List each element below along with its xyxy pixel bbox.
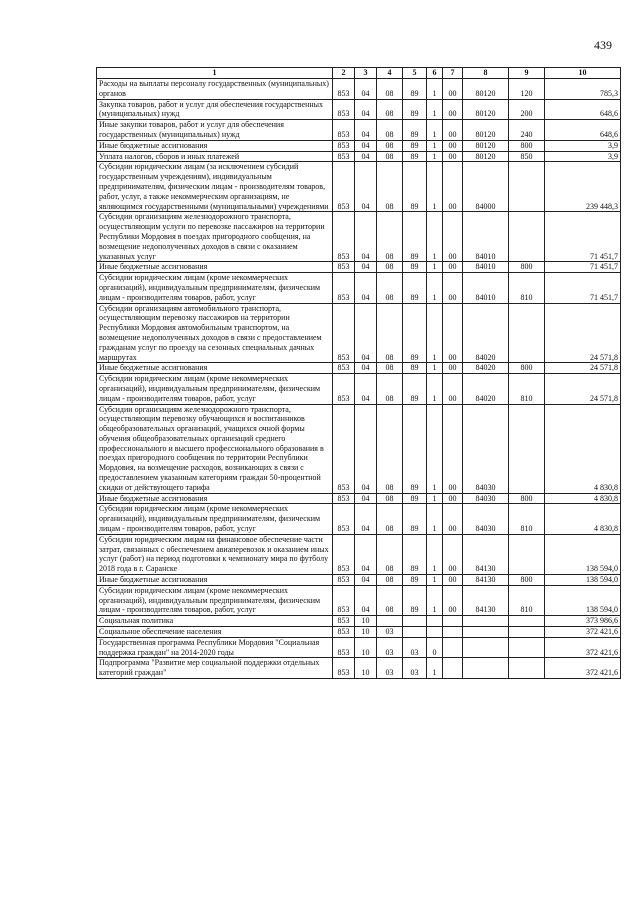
amount: 24 571,8: [545, 363, 621, 374]
expense-type-code: [509, 658, 545, 679]
row-description: Субсидии юридическим лицам (за исключением субсидий государственным учреждениям), индивидуальным предпринимателям, физическим лицам - производителям товаров, работ, услуг, а также некоммерческим организациям, не являющимся государственными (муниципальными) учреждениями: [97, 162, 333, 212]
expense-code: 84010: [463, 262, 509, 273]
department-code: 853: [333, 273, 355, 303]
expense-type-code: [509, 303, 545, 363]
expense-code: 84130: [463, 534, 509, 574]
row-description: Закупка товаров, работ и услуг для обеспечения государственных (муниципальных) нужд: [97, 99, 333, 120]
direction-code: 00: [443, 404, 463, 493]
program-code: 89: [403, 575, 427, 586]
subprogram-code: 1: [427, 363, 443, 374]
table-row: [97, 627, 621, 638]
expense-code: 80120: [463, 79, 509, 100]
direction-code: 00: [443, 534, 463, 574]
subsection-code: 08: [377, 162, 403, 212]
direction-code: [443, 658, 463, 679]
amount: 3,9: [545, 151, 621, 162]
table-row: [97, 404, 621, 493]
department-code: 853: [333, 637, 355, 658]
expense-type-code: 800: [509, 363, 545, 374]
subprogram-code: 1: [427, 493, 443, 504]
table-body: [97, 79, 621, 679]
department-code: 853: [333, 140, 355, 151]
amount: 71 451,7: [545, 273, 621, 303]
column-header: 8: [463, 68, 509, 79]
table-row: [97, 79, 621, 100]
direction-code: [443, 637, 463, 658]
expense-code: [463, 658, 509, 679]
direction-code: 00: [443, 504, 463, 534]
program-code: 89: [403, 99, 427, 120]
section-code: 04: [355, 120, 377, 141]
amount: 4 830,8: [545, 504, 621, 534]
direction-code: 00: [443, 120, 463, 141]
expense-code: 84030: [463, 504, 509, 534]
subsection-code: 08: [377, 212, 403, 262]
subprogram-code: 1: [427, 658, 443, 679]
subsection-code: 08: [377, 140, 403, 151]
expense-code: 84000: [463, 162, 509, 212]
row-description: Субсидии организациям железнодорожного транспорта, осуществляющим перевозку обучающихся и воспитанников общеобразовательных организаций, учащихся очной формы обучения общеобразовательных организаций среднего профессионального и высшего профессионального образования в поездах пригородного сообщения по территории Республики Мордовия, на возмещение расходов, возникающих в связи с предоставлением указанным категориям граждан 50-процентной скидки от действующего тарифа: [97, 404, 333, 493]
subsection-code: 08: [377, 534, 403, 574]
department-code: 853: [333, 120, 355, 141]
column-header: 5: [403, 68, 427, 79]
expense-code: 84010: [463, 273, 509, 303]
subsection-code: 08: [377, 262, 403, 273]
row-description: Субсидии юридическим лицам (кроме некоммерческих организаций), индивидуальным предпринимателям, физическим лицам - производителям товаров, работ, услуг: [97, 585, 333, 615]
row-description: Субсидии юридическим лицам на финансовое обеспечение части затрат, связанных с обеспечением авиаперевозок и оказанием иных услуг (работ) на период подготовки к чемпионату мира по футболу 2018 года в г. Саранске: [97, 534, 333, 574]
subprogram-code: 1: [427, 99, 443, 120]
expense-type-code: 810: [509, 374, 545, 404]
expense-code: 84010: [463, 212, 509, 262]
subprogram-code: 1: [427, 303, 443, 363]
expense-type-code: 240: [509, 120, 545, 141]
department-code: 853: [333, 262, 355, 273]
department-code: 853: [333, 99, 355, 120]
amount: 239 448,3: [545, 162, 621, 212]
expense-code: [463, 637, 509, 658]
section-code: 04: [355, 404, 377, 493]
program-code: 89: [403, 363, 427, 374]
department-code: 853: [333, 585, 355, 615]
subsection-code: 08: [377, 79, 403, 100]
subsection-code: 08: [377, 374, 403, 404]
program-code: 89: [403, 79, 427, 100]
column-header: 4: [377, 68, 403, 79]
row-description: Субсидии юридическим лицам (кроме некоммерческих организаций), индивидуальным предпринимателям, физическим лицам - производителям товаров, работ, услуг: [97, 273, 333, 303]
section-code: 04: [355, 493, 377, 504]
department-code: 853: [333, 79, 355, 100]
subprogram-code: 0: [427, 637, 443, 658]
subsection-code: 08: [377, 404, 403, 493]
table-row: [97, 658, 621, 679]
expense-code: 80120: [463, 140, 509, 151]
page-number: 439: [594, 38, 612, 52]
expense-type-code: 800: [509, 575, 545, 586]
amount: 372 421,6: [545, 658, 621, 679]
expense-type-code: [509, 162, 545, 212]
section-code: 04: [355, 140, 377, 151]
direction-code: 00: [443, 162, 463, 212]
expense-code: 84020: [463, 363, 509, 374]
subsection-code: 08: [377, 585, 403, 615]
department-code: 853: [333, 493, 355, 504]
column-header: 2: [333, 68, 355, 79]
amount: 372 421,6: [545, 627, 621, 638]
table-row: [97, 262, 621, 273]
subsection-code: 08: [377, 151, 403, 162]
program-code: 89: [403, 273, 427, 303]
subprogram-code: 1: [427, 162, 443, 212]
row-description: Иные бюджетные ассигнования: [97, 140, 333, 151]
amount: 648,6: [545, 99, 621, 120]
section-code: 04: [355, 575, 377, 586]
section-code: 04: [355, 374, 377, 404]
section-code: 10: [355, 637, 377, 658]
subprogram-code: 1: [427, 262, 443, 273]
program-code: 89: [403, 493, 427, 504]
amount: 372 421,6: [545, 637, 621, 658]
amount: 3,9: [545, 140, 621, 151]
subsection-code: 08: [377, 120, 403, 141]
program-code: 89: [403, 404, 427, 493]
direction-code: 00: [443, 585, 463, 615]
section-code: 04: [355, 504, 377, 534]
expense-type-code: [509, 212, 545, 262]
subprogram-code: 1: [427, 404, 443, 493]
row-description: Подпрограмма "Развитие мер социальной поддержки отдельных категорий граждан": [97, 658, 333, 679]
subprogram-code: 1: [427, 120, 443, 141]
expense-type-code: 120: [509, 79, 545, 100]
subsection-code: [377, 616, 403, 627]
program-code: 89: [403, 374, 427, 404]
department-code: 853: [333, 162, 355, 212]
expense-type-code: 800: [509, 140, 545, 151]
section-code: 04: [355, 303, 377, 363]
table-row: [97, 273, 621, 303]
row-description: Иные бюджетные ассигнования: [97, 262, 333, 273]
row-description: Субсидии организациям автомобильного транспорта, осуществляющим перевозку пассажиров на территории Республики Мордовия автомобильным транспортом, на возмещение недополученных доходов в связи с предоставлением гражданам услуг по проезду на сезонных специальных дачных маршрутах: [97, 303, 333, 363]
expense-type-code: 200: [509, 99, 545, 120]
expense-type-code: [509, 534, 545, 574]
amount: 138 594,0: [545, 585, 621, 615]
column-header: 3: [355, 68, 377, 79]
department-code: 853: [333, 616, 355, 627]
expense-code: [463, 616, 509, 627]
department-code: 853: [333, 303, 355, 363]
subprogram-code: 1: [427, 504, 443, 534]
table-row: [97, 212, 621, 262]
expense-code: 84030: [463, 404, 509, 493]
expense-code: 80120: [463, 151, 509, 162]
section-code: 04: [355, 99, 377, 120]
direction-code: 00: [443, 303, 463, 363]
direction-code: 00: [443, 151, 463, 162]
direction-code: [443, 616, 463, 627]
section-code: 04: [355, 151, 377, 162]
expense-code: 84020: [463, 303, 509, 363]
expense-code: 80120: [463, 99, 509, 120]
table-row: [97, 162, 621, 212]
table-row: [97, 374, 621, 404]
table-row: [97, 99, 621, 120]
subprogram-code: [427, 627, 443, 638]
section-code: 04: [355, 363, 377, 374]
amount: 373 986,6: [545, 616, 621, 627]
table-row: [97, 120, 621, 141]
section-code: 04: [355, 534, 377, 574]
column-header: 7: [443, 68, 463, 79]
table-row: [97, 151, 621, 162]
section-code: 04: [355, 79, 377, 100]
program-code: 89: [403, 262, 427, 273]
program-code: 89: [403, 162, 427, 212]
row-description: Субсидии организациям железнодорожного транспорта, осуществляющим услуги по перевозке пассажиров на территории Республики Мордовия в поездах пригородного сообщения, на возмещение недополученных доходов в связи с оказанием указанных услуг: [97, 212, 333, 262]
row-description: Иные бюджетные ассигнования: [97, 575, 333, 586]
program-code: 89: [403, 120, 427, 141]
row-description: Государственная программа Республики Мордовия "Социальная поддержка граждан" на 2014-2020 годы: [97, 637, 333, 658]
expense-type-code: [509, 637, 545, 658]
section-code: 10: [355, 627, 377, 638]
expense-code: 84030: [463, 493, 509, 504]
section-code: 10: [355, 616, 377, 627]
subprogram-code: 1: [427, 534, 443, 574]
program-code: 89: [403, 534, 427, 574]
section-code: 04: [355, 585, 377, 615]
program-code: 89: [403, 504, 427, 534]
section-code: 10: [355, 658, 377, 679]
subsection-code: 03: [377, 637, 403, 658]
subprogram-code: 1: [427, 151, 443, 162]
expense-type-code: 800: [509, 493, 545, 504]
direction-code: 00: [443, 273, 463, 303]
program-code: 89: [403, 212, 427, 262]
department-code: 853: [333, 404, 355, 493]
subsection-code: 08: [377, 99, 403, 120]
department-code: 853: [333, 374, 355, 404]
expense-type-code: 810: [509, 585, 545, 615]
section-code: 04: [355, 262, 377, 273]
direction-code: 00: [443, 363, 463, 374]
column-header: 10: [545, 68, 621, 79]
row-description: Социальная политика: [97, 616, 333, 627]
direction-code: 00: [443, 212, 463, 262]
table-row: [97, 140, 621, 151]
expense-code: 80120: [463, 120, 509, 141]
direction-code: 00: [443, 575, 463, 586]
direction-code: 00: [443, 374, 463, 404]
section-code: 04: [355, 212, 377, 262]
program-code: 03: [403, 658, 427, 679]
amount: 24 571,8: [545, 303, 621, 363]
table-row: [97, 616, 621, 627]
direction-code: 00: [443, 493, 463, 504]
section-code: 04: [355, 273, 377, 303]
column-header: 1: [97, 68, 333, 79]
budget-table: [96, 67, 621, 679]
subsection-code: 08: [377, 273, 403, 303]
table-row: [97, 363, 621, 374]
column-header: 9: [509, 68, 545, 79]
expense-code: 84130: [463, 575, 509, 586]
amount: 138 594,0: [545, 575, 621, 586]
row-description: Субсидии юридическим лицам (кроме некоммерческих организаций), индивидуальным предпринимателям, физическим лицам - производителям товаров, работ, услуг: [97, 504, 333, 534]
program-code: 89: [403, 303, 427, 363]
expense-type-code: 800: [509, 262, 545, 273]
department-code: 853: [333, 212, 355, 262]
subprogram-code: 1: [427, 374, 443, 404]
section-code: 04: [355, 162, 377, 212]
department-code: 853: [333, 627, 355, 638]
direction-code: 00: [443, 79, 463, 100]
subsection-code: 08: [377, 493, 403, 504]
amount: 71 451,7: [545, 212, 621, 262]
table-row: [97, 637, 621, 658]
table-row: [97, 585, 621, 615]
row-description: Иные бюджетные ассигнования: [97, 493, 333, 504]
expense-type-code: 810: [509, 273, 545, 303]
subprogram-code: 1: [427, 575, 443, 586]
expense-code: [463, 627, 509, 638]
column-number-header: [97, 68, 621, 79]
program-code: 89: [403, 151, 427, 162]
table-row: [97, 575, 621, 586]
amount: 71 451,7: [545, 262, 621, 273]
subsection-code: 08: [377, 303, 403, 363]
expense-code: 84020: [463, 374, 509, 404]
program-code: 89: [403, 140, 427, 151]
expense-type-code: 850: [509, 151, 545, 162]
subprogram-code: 1: [427, 585, 443, 615]
table-row: [97, 504, 621, 534]
department-code: 853: [333, 534, 355, 574]
subprogram-code: 1: [427, 79, 443, 100]
expense-type-code: [509, 627, 545, 638]
expense-type-code: [509, 404, 545, 493]
department-code: 853: [333, 151, 355, 162]
expense-type-code: 810: [509, 504, 545, 534]
program-code: 03: [403, 637, 427, 658]
department-code: 853: [333, 363, 355, 374]
amount: 648,6: [545, 120, 621, 141]
amount: 24 571,8: [545, 374, 621, 404]
subsection-code: 08: [377, 575, 403, 586]
direction-code: [443, 627, 463, 638]
row-description: Расходы на выплаты персоналу государственных (муниципальных) органов: [97, 79, 333, 100]
department-code: 853: [333, 575, 355, 586]
subprogram-code: 1: [427, 273, 443, 303]
program-code: 89: [403, 585, 427, 615]
subprogram-code: [427, 616, 443, 627]
subsection-code: 08: [377, 504, 403, 534]
row-description: Социальное обеспечение населения: [97, 627, 333, 638]
amount: 138 594,0: [545, 534, 621, 574]
department-code: 853: [333, 504, 355, 534]
program-code: [403, 627, 427, 638]
subsection-code: 08: [377, 363, 403, 374]
direction-code: 00: [443, 262, 463, 273]
amount: 4 830,8: [545, 493, 621, 504]
table-row: [97, 303, 621, 363]
column-header: 6: [427, 68, 443, 79]
subsection-code: 03: [377, 627, 403, 638]
direction-code: 00: [443, 99, 463, 120]
table-row: [97, 493, 621, 504]
department-code: 853: [333, 658, 355, 679]
subprogram-code: 1: [427, 212, 443, 262]
row-description: Иные бюджетные ассигнования: [97, 363, 333, 374]
expense-code: 84130: [463, 585, 509, 615]
amount: 785,3: [545, 79, 621, 100]
row-description: Уплата налогов, сборов и иных платежей: [97, 151, 333, 162]
table-row: [97, 534, 621, 574]
program-code: [403, 616, 427, 627]
amount: 4 830,8: [545, 404, 621, 493]
direction-code: 00: [443, 140, 463, 151]
subprogram-code: 1: [427, 140, 443, 151]
subsection-code: 03: [377, 658, 403, 679]
row-description: Субсидии юридическим лицам (кроме некоммерческих организаций), индивидуальным предпринимателям, физическим лицам - производителям товаров, работ, услуг: [97, 374, 333, 404]
expense-type-code: [509, 616, 545, 627]
row-description: Иные закупки товаров, работ и услуг для обеспечения государственных (муниципальных) нужд: [97, 120, 333, 141]
